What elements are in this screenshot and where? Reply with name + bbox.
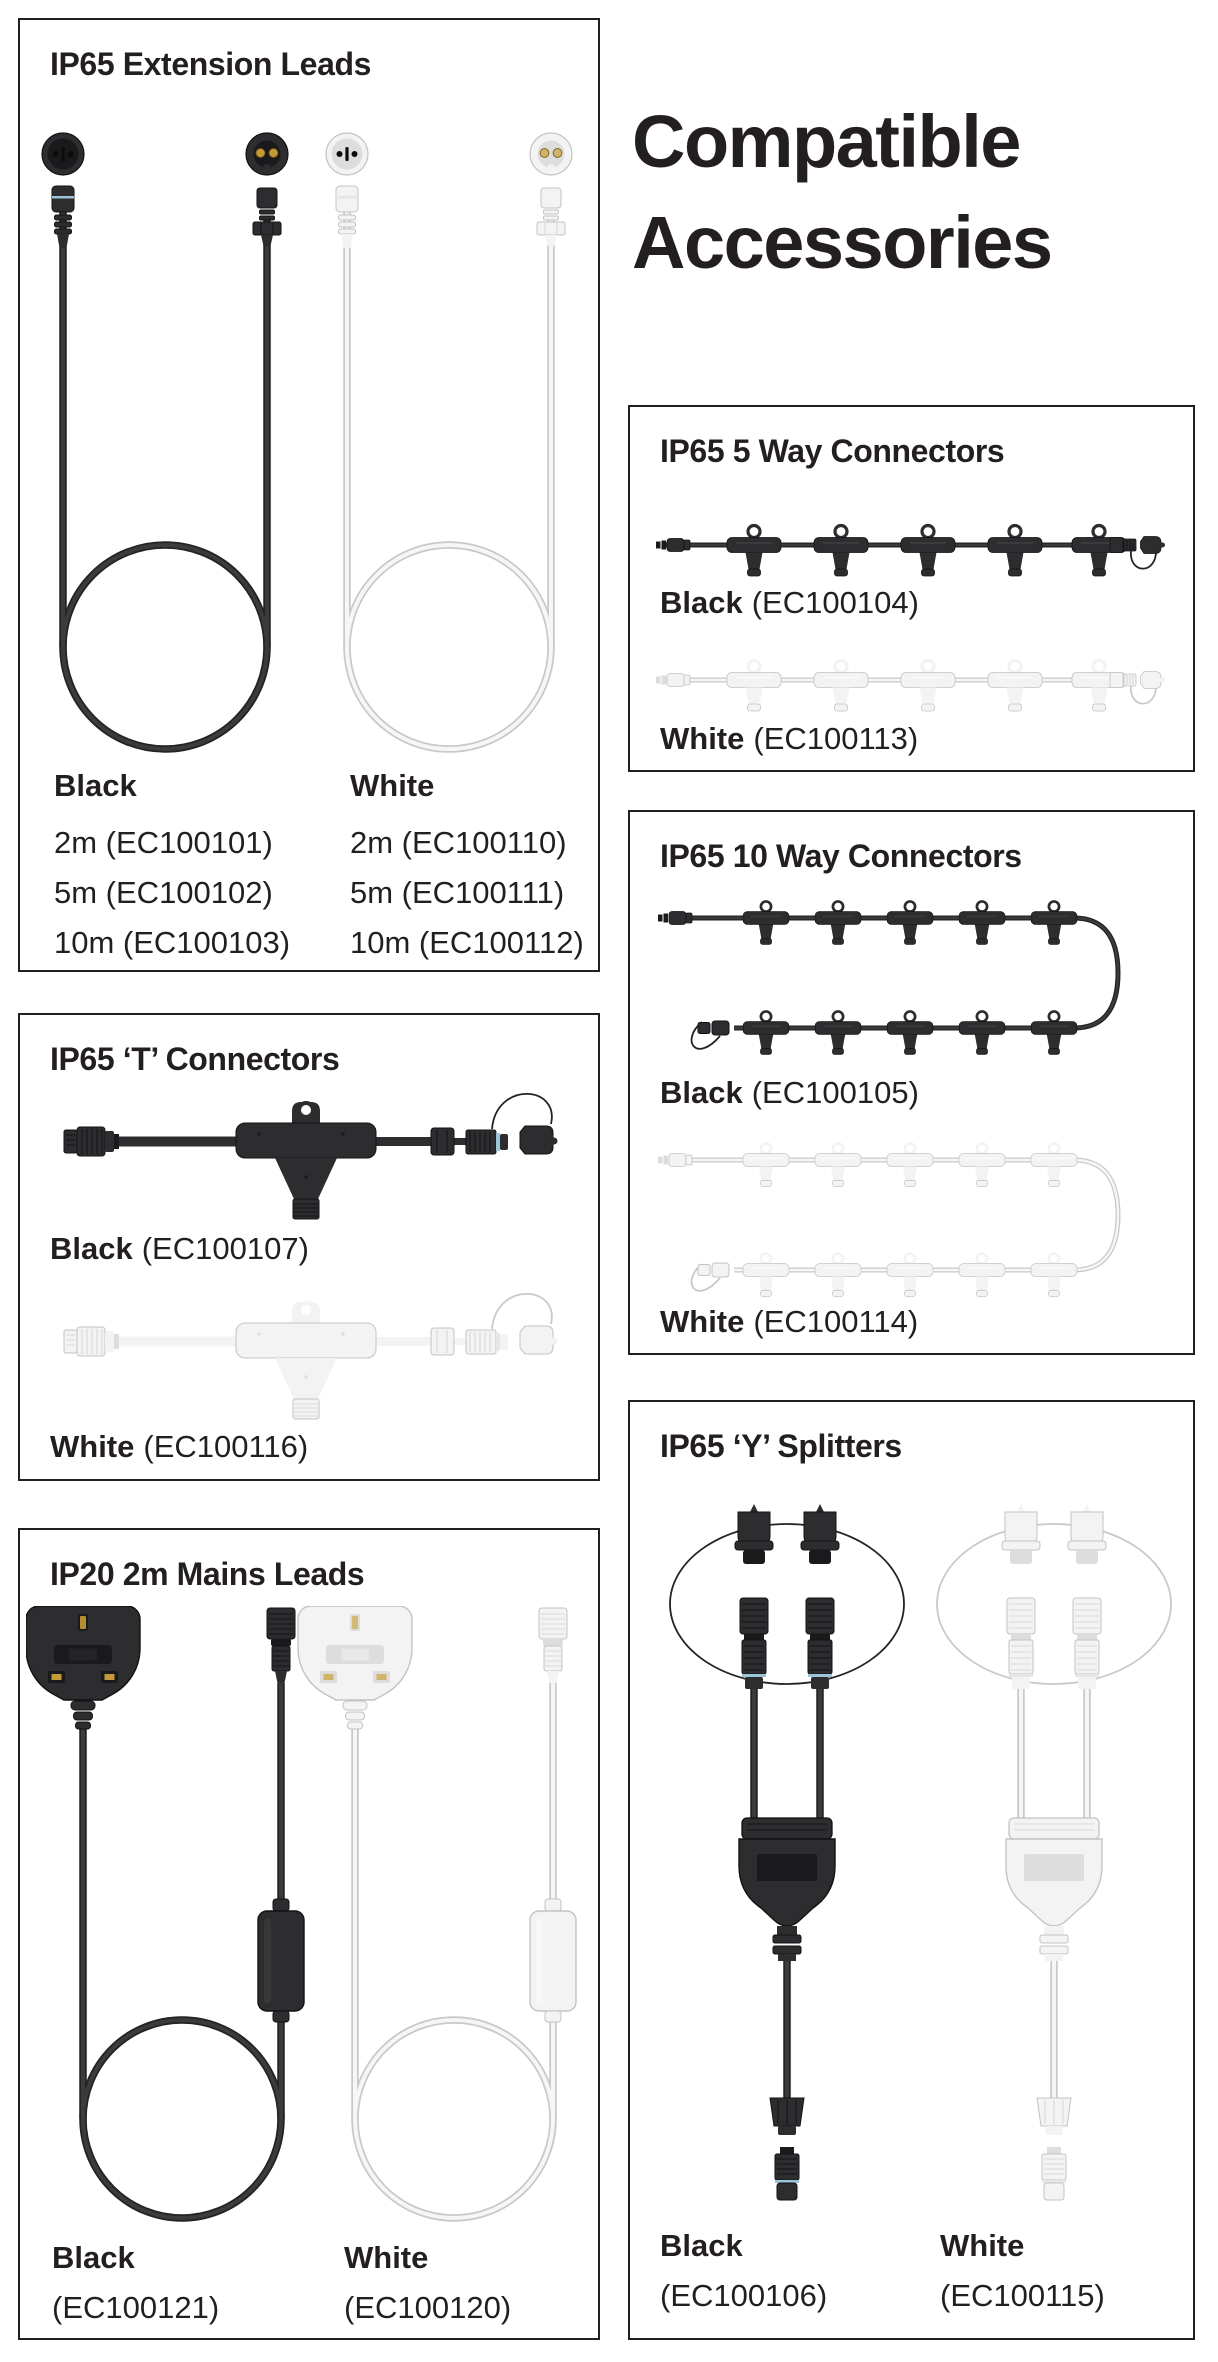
- y-splitter-black-illustration: [659, 1492, 915, 2207]
- t-connectors-black-code: (EC100107): [141, 1231, 309, 1266]
- t-connectors-black-name: Black: [50, 1231, 133, 1266]
- panel-extension-leads-title: IP65 Extension Leads: [50, 46, 372, 82]
- ten-way-white-name: White: [660, 1304, 745, 1339]
- panel-mains-leads: [18, 1528, 600, 2340]
- extension-black-name: Black: [54, 768, 137, 803]
- extension-black-size-2m: 2m (EC100101): [54, 825, 273, 860]
- panel-ten-way: [628, 810, 1195, 1355]
- five-way-white-illustration: [654, 654, 1177, 720]
- mains-black-name: Black: [52, 2240, 135, 2275]
- panel-five-way-title: IP65 5 Way Connectors: [660, 433, 1005, 469]
- ten-way-white-code: (EC100114): [753, 1304, 919, 1339]
- ten-way-black-illustration: [654, 892, 1177, 1068]
- mains-black-code: (EC100121): [52, 2290, 220, 2325]
- panel-extension-leads: [18, 18, 600, 972]
- panel-t-connectors: [18, 1013, 600, 1481]
- mains-leads-illustration: [26, 1606, 586, 2224]
- extension-white-column: [350, 768, 584, 968]
- ten-way-black-code: (EC100105): [751, 1075, 919, 1110]
- five-way-black-name: Black: [660, 585, 743, 620]
- five-way-black-code: (EC100104): [751, 585, 919, 620]
- t-connectors-white-label: [50, 1429, 308, 1465]
- extension-white-size-10m: 10m (EC100112): [350, 925, 584, 960]
- y-splitters-white-name: White: [940, 2228, 1025, 2263]
- page-title: [632, 92, 1052, 293]
- t-connectors-black-label: [50, 1231, 309, 1267]
- extension-black-size-5m: 5m (EC100102): [54, 875, 273, 910]
- five-way-black-label: [660, 585, 919, 621]
- t-connectors-white-name: White: [50, 1429, 135, 1464]
- t-connectors-white-code: (EC100116): [143, 1429, 309, 1464]
- panel-five-way: [628, 405, 1195, 772]
- extension-white-name: White: [350, 768, 435, 803]
- five-way-white-name: White: [660, 721, 745, 756]
- extension-white-size-5m: 5m (EC100111): [350, 875, 565, 910]
- ten-way-white-illustration: [654, 1134, 1177, 1310]
- y-splitters-white-code: (EC100115): [940, 2278, 1105, 2313]
- y-splitter-white-illustration: [926, 1492, 1182, 2207]
- panel-t-connectors-title: IP65 ‘T’ Connectors: [50, 1041, 340, 1077]
- ten-way-black-name: Black: [660, 1075, 743, 1110]
- mains-white-code: (EC100120): [344, 2290, 512, 2325]
- t-connector-black-illustration: [46, 1077, 566, 1227]
- panel-mains-leads-title: IP20 2m Mains Leads: [50, 1556, 365, 1592]
- extension-black-size-10m: 10m (EC100103): [54, 925, 291, 960]
- ten-way-black-label: [660, 1075, 919, 1111]
- extension-black-column: [54, 768, 290, 968]
- y-splitters-black-name: Black: [660, 2228, 743, 2263]
- extension-white-size-2m: 2m (EC100110): [350, 825, 567, 860]
- panel-ten-way-title: IP65 10 Way Connectors: [660, 838, 1022, 874]
- five-way-white-code: (EC100113): [753, 721, 919, 756]
- five-way-black-illustration: [654, 519, 1177, 585]
- page-title-line2: Accessories: [632, 200, 1052, 284]
- panel-y-splitters-title: IP65 ‘Y’ Splitters: [660, 1428, 902, 1464]
- y-splitters-black-code: (EC100106): [660, 2278, 828, 2313]
- mains-white-name: White: [344, 2240, 429, 2275]
- extension-leads-illustration: [40, 116, 600, 766]
- t-connector-white-illustration: [46, 1277, 566, 1427]
- panel-y-splitters: [628, 1400, 1195, 2340]
- ten-way-white-label: [660, 1304, 918, 1340]
- five-way-white-label: [660, 721, 918, 757]
- page-title-line1: Compatible: [632, 100, 1020, 183]
